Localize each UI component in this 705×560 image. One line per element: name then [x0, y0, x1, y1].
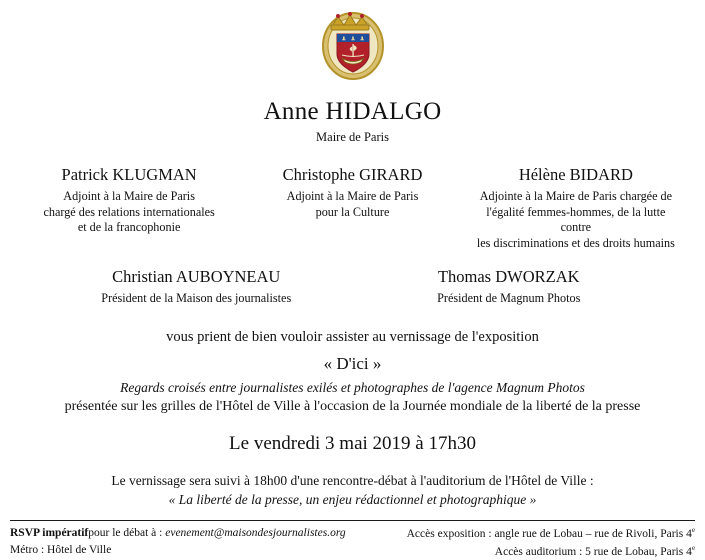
official-klugman: [24, 165, 234, 236]
officials-row-2: [10, 267, 695, 307]
official-bidard: [471, 165, 681, 251]
official-role: [471, 189, 681, 251]
after-event-info: [10, 473, 695, 508]
paris-coat-of-arms-icon: [318, 8, 388, 82]
official-name: Thomas DWORZAK: [437, 267, 580, 287]
access-auditorium-sup: e: [691, 543, 695, 552]
rsvp-label: RSVP impératif: [10, 527, 89, 540]
exhibition-description: présentée sur les grilles de l'Hôtel de Ville à l'occasion de la Journée mondiale de la liberté de la presse: [64, 399, 641, 415]
exhibition-subtitle: Regards croisés entre journalistes exilés et photographes de l'agence Magnum Photos: [120, 380, 585, 396]
event-date: Le vendredi 3 mai 2019 à 17h30: [229, 433, 476, 455]
access-exposition: [407, 525, 695, 543]
official-role-line: pour la Culture: [315, 204, 390, 219]
invitation-lead: vous prient de bien vouloir assister au vernissage de l'exposition: [166, 329, 539, 346]
crest-container: [10, 0, 695, 96]
mayor-name: Anne HIDALGO: [263, 98, 442, 125]
official-auboyneau: [40, 267, 353, 307]
rsvp-line: [10, 525, 346, 542]
access-exposition-text: Accès exposition : angle rue de Lobau – rue de Rivoli, Paris 4: [406, 527, 692, 540]
footer-left: [10, 525, 346, 558]
footer-right: [407, 525, 695, 560]
official-role-line: et de la francophonie: [77, 220, 181, 235]
official-name: Christophe GIRARD: [282, 165, 423, 184]
official-role-line: chargé des relations internationales: [43, 204, 215, 219]
invitation-body: [10, 329, 695, 415]
official-role-line: les discriminations et des droits humains: [476, 235, 675, 250]
official-role-line: l'égalité femmes-hommes, de la lutte contre: [486, 204, 666, 235]
debate-title: « La liberté de la presse, un enjeu rédactionnel et photographique »: [168, 492, 537, 508]
official-role: [40, 291, 353, 307]
official-name: Christian AUBOYNEAU: [112, 267, 281, 287]
mayor-title: Maire de Paris: [316, 130, 389, 144]
exhibition-title: « D'ici »: [323, 354, 382, 374]
rsvp-email[interactable]: evenement@maisondesjournalistes.org: [165, 527, 346, 540]
rsvp-text: pour le débat à :: [88, 527, 166, 540]
access-auditorium-text: Accès auditorium : 5 rue de Lobau, Paris 4: [494, 545, 692, 558]
official-role-line: Président de la Maison des journalistes: [101, 291, 292, 306]
footer: [10, 525, 695, 560]
official-role: [353, 291, 666, 307]
official-role-line: Président de Magnum Photos: [437, 291, 581, 306]
access-auditorium: [407, 543, 695, 560]
debate-info: Le vernissage sera suivi à 18h00 d'une rencontre-débat à l'auditorium de l'Hôtel de Ville :: [111, 473, 594, 489]
official-name: Hélène BIDARD: [518, 165, 633, 184]
official-role-line: Adjoint à la Maire de Paris: [286, 189, 419, 203]
footer-divider: [10, 520, 695, 521]
metro-line: Métro : Hôtel de Ville: [10, 543, 112, 556]
access-exposition-sup: e: [691, 526, 695, 535]
official-name: Patrick KLUGMAN: [61, 165, 197, 184]
official-role: [24, 189, 234, 236]
official-girard: [247, 165, 457, 220]
official-role: [247, 189, 457, 220]
official-dworzak: [353, 267, 666, 307]
officials-row-1: [10, 165, 695, 251]
official-role-line: Adjointe à la Maire de Paris chargée de: [479, 189, 673, 203]
official-role-line: Adjoint à la Maire de Paris: [63, 189, 195, 203]
